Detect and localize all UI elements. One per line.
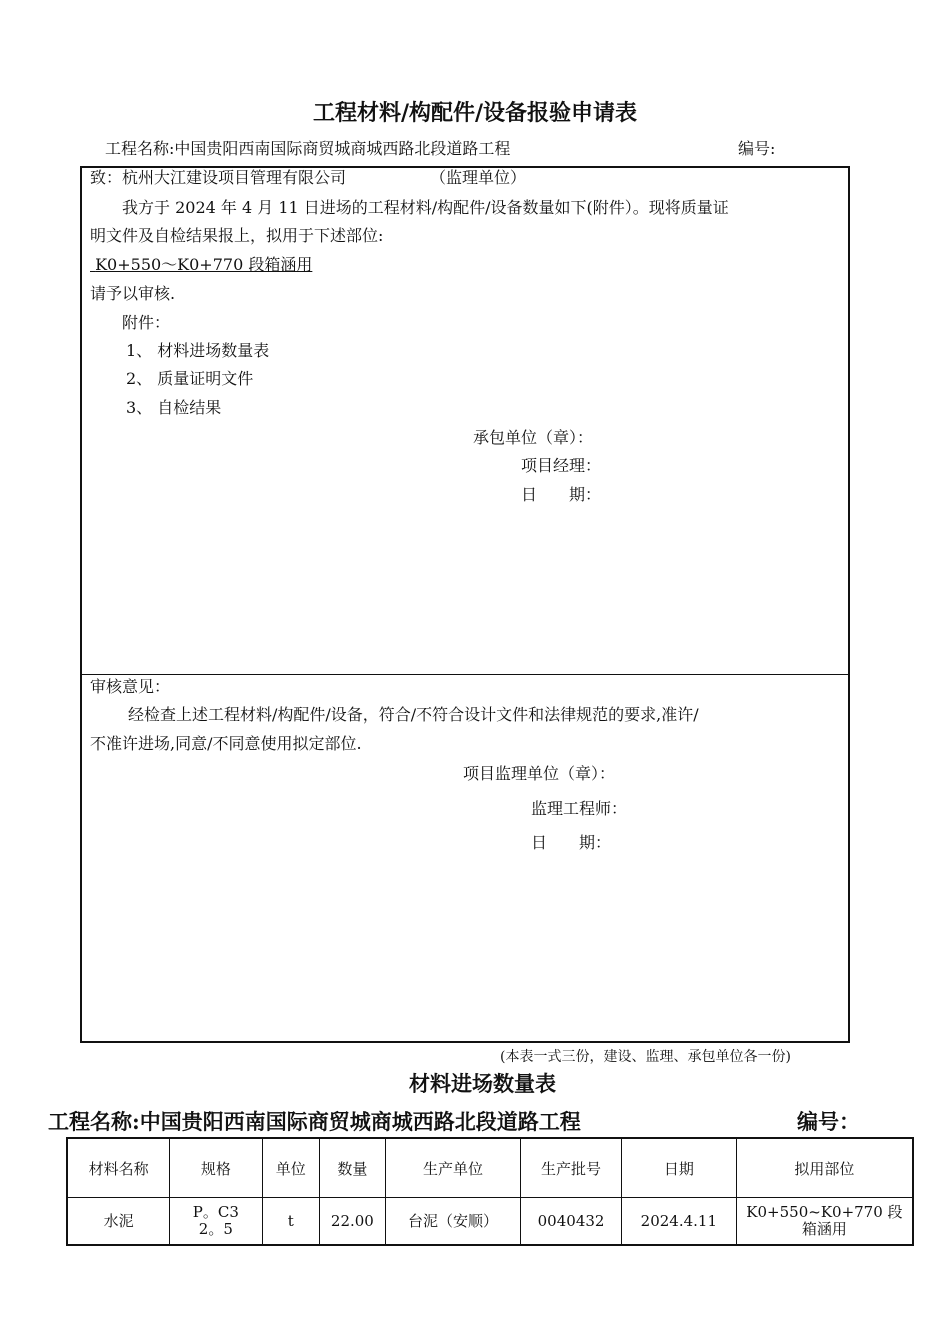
table-header-row — [67, 1138, 913, 1198]
cell-manufacturer: 台泥（安顺） — [385, 1198, 521, 1246]
quantity-table-serial-label: 编号： — [797, 1109, 860, 1134]
addressee-role: （监理单位） — [430, 168, 527, 187]
supervisor-seal-label: 项目监理单位（章）： — [463, 764, 616, 783]
cell-intended-location: K0+550~K0+770 段箱涵用 — [736, 1198, 913, 1246]
column-header: 生产批号 — [521, 1138, 622, 1198]
cell-batch-number: 0040432 — [521, 1198, 622, 1246]
intended-location: K0+550～K0+770 段箱涵用 — [95, 255, 313, 274]
column-header: 生产单位 — [385, 1138, 521, 1198]
review-request: 请予以审核. — [90, 284, 176, 303]
application-form-frame — [80, 166, 850, 1043]
column-header: 材料名称 — [67, 1138, 170, 1198]
attachment-item: 2、 质量证明文件 — [126, 369, 254, 388]
cell-quantity: 22.00 — [320, 1198, 386, 1246]
column-header: 规格 — [170, 1138, 262, 1198]
material-quantity-table — [66, 1137, 914, 1246]
cell-unit: t — [262, 1198, 319, 1246]
table-row — [67, 1198, 913, 1246]
review-opinion-line2: 不准许进场,同意/不同意使用拟定部位. — [90, 734, 362, 753]
supervisor-engineer-label: 监理工程师： — [531, 799, 628, 818]
addressee: 致：杭州大江建设项目管理有限公司 — [90, 168, 347, 187]
attachment-item: 1、 材料进场数量表 — [126, 341, 270, 360]
application-paragraph-line2: 明文件及自检结果报上，拟用于下述部位: — [90, 226, 384, 245]
serial-number-label: 编号: — [738, 139, 776, 158]
review-opinion-label: 审核意见： — [90, 677, 171, 696]
project-name: 工程名称:中国贵阳西南国际商贸城商城西路北段道路工程 — [105, 139, 511, 158]
cell-specification: P。C32。5 — [170, 1198, 262, 1246]
column-header: 日期 — [621, 1138, 736, 1198]
quantity-table-project-name: 工程名称:中国贵阳西南国际商贸城商城西路北段道路工程 — [48, 1109, 581, 1134]
supervisor-date-label: 日 期： — [531, 833, 612, 852]
column-header: 单位 — [262, 1138, 319, 1198]
column-header: 拟用部位 — [736, 1138, 913, 1198]
cell-date: 2024.4.11 — [621, 1198, 736, 1246]
attachments-label: 附件： — [122, 313, 171, 332]
attachment-item: 3、 自检结果 — [126, 398, 222, 417]
section-divider — [80, 674, 850, 675]
application-paragraph-line1: 我方于 2024 年 4 月 11 日进场的工程材料/构配件/设备数量如下(附件）。现将质量证 — [122, 198, 729, 217]
contractor-seal-label: 承包单位（章）： — [473, 428, 594, 447]
review-opinion-line1: 经检查上述工程材料/构配件/设备，符合/不符合设计文件和法律规范的要求,准许/ — [128, 705, 699, 724]
copies-footnote: (本表一式三份，建设、监理、承包单位各一份) — [500, 1049, 791, 1065]
column-header: 数量 — [320, 1138, 386, 1198]
project-manager-label: 项目经理： — [521, 456, 602, 475]
quantity-table-title: 材料进场数量表 — [409, 1071, 556, 1096]
contractor-date-label: 日 期： — [521, 485, 602, 504]
form-title: 工程材料/构配件/设备报验申请表 — [312, 100, 638, 126]
cell-material-name: 水泥 — [67, 1198, 170, 1246]
